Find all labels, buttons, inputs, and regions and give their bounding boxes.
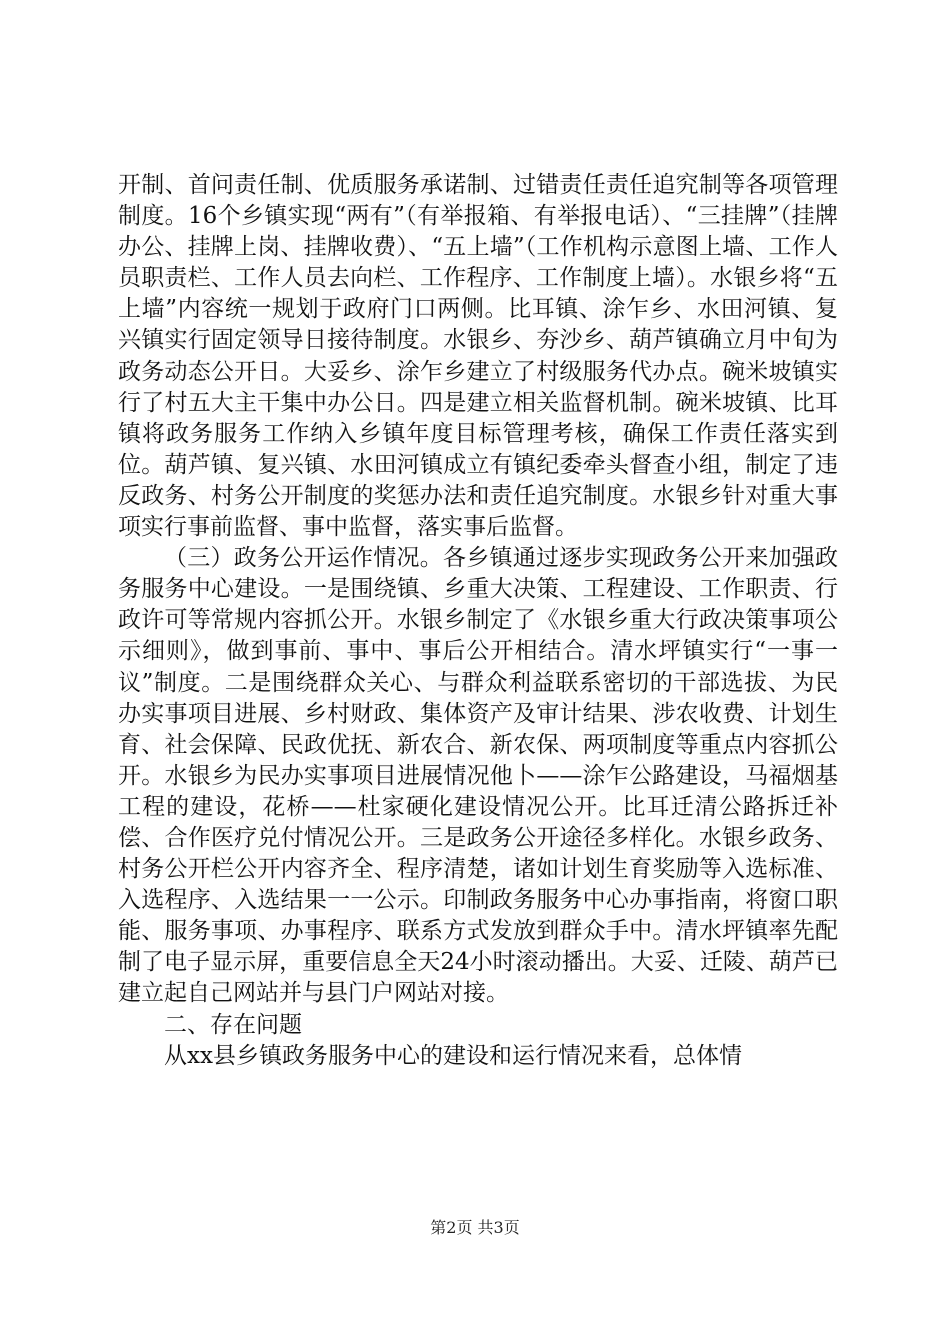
paragraph-problems-intro: 从xx县乡镇政务服务中心的建设和运行情况来看，总体情 — [164, 1042, 742, 1069]
section-heading-problems: 二、存在问题 — [164, 1011, 302, 1038]
page-number-footer: 第2页 共3页 — [430, 1218, 520, 1237]
paragraph-section-3: （三）政务公开运作情况。各乡镇通过逐步实现政务公开来加强政务服务中心建设。一是围绕镇、乡重大决策、工程建设、工作职责、行政许可等常规内容抓公开。水银乡制定了《水银乡重大行政决策事项公示细则》，做到事前、事中、事后公开相结合。清水坪镇实行“一事一议”制度。二是围绕群众关心、与群众利益联系密切的干部选拔、为民办实事项目进展、乡村财政、集体资产及审计结果、涉农收费、计划生育、社会保障、民政优抚、新农合、新农保、两项制度等重点内容抓公开。水银乡为民办实事项目进展情况他卜——涂乍公路建设，马福烟基工程的建设，花桥——杜家硬化建设情况公开。比耳迁清公路拆迁补偿、合作医疗兑付情况公开。三是政务公开途径多样化。水银乡政务、村务公开栏公开内容齐全、程序清楚，诸如计划生育奖励等入选标准、入选程序、入选结果一一公示。印制政务服务中心办事指南，将窗口职能、服务事项、办事程序、联系方式发放到群众手中。清水坪镇率先配制了电子显示屏，重要信息全天24小时滚动播出。大妥、迁陵、葫芦已建立起自己网站并与县门户网站对接。 — [118, 545, 838, 1007]
paragraph-continuation: 开制、首问责任制、优质服务承诺制、过错责任责任追究制等各项管理制度。16个乡镇实现“两有”（有举报箱、有举报电话）、“三挂牌”（挂牌办公、挂牌上岗、挂牌收费）、“五上墙”（工作机构示意图上墙、工作人员职责栏、工作人员去向栏、工作程序、工作制度上墙）。水银乡将“五上墙”内容统一规划于政府门口两侧。比耳镇、涂乍乡、水田河镇、复兴镇实行固定领导日接待制度。水银乡、夯沙乡、葫芦镇确立月中旬为政务动态公开日。大妥乡、涂乍乡建立了村级服务代办点。碗米坡镇实行了村五大主干集中办公日。四是建立相关监督机制。碗米坡镇、比耳镇将政务服务工作纳入乡镇年度目标管理考核，确保工作责任落实到位。葫芦镇、复兴镇、水田河镇成立有镇纪委牵头督查小组，制定了违反政务、村务公开制度的奖惩办法和责任追究制度。水银乡针对重大事项实行事前监督、事中监督，落实事后监督。 — [118, 172, 838, 541]
document-body — [118, 170, 838, 1072]
